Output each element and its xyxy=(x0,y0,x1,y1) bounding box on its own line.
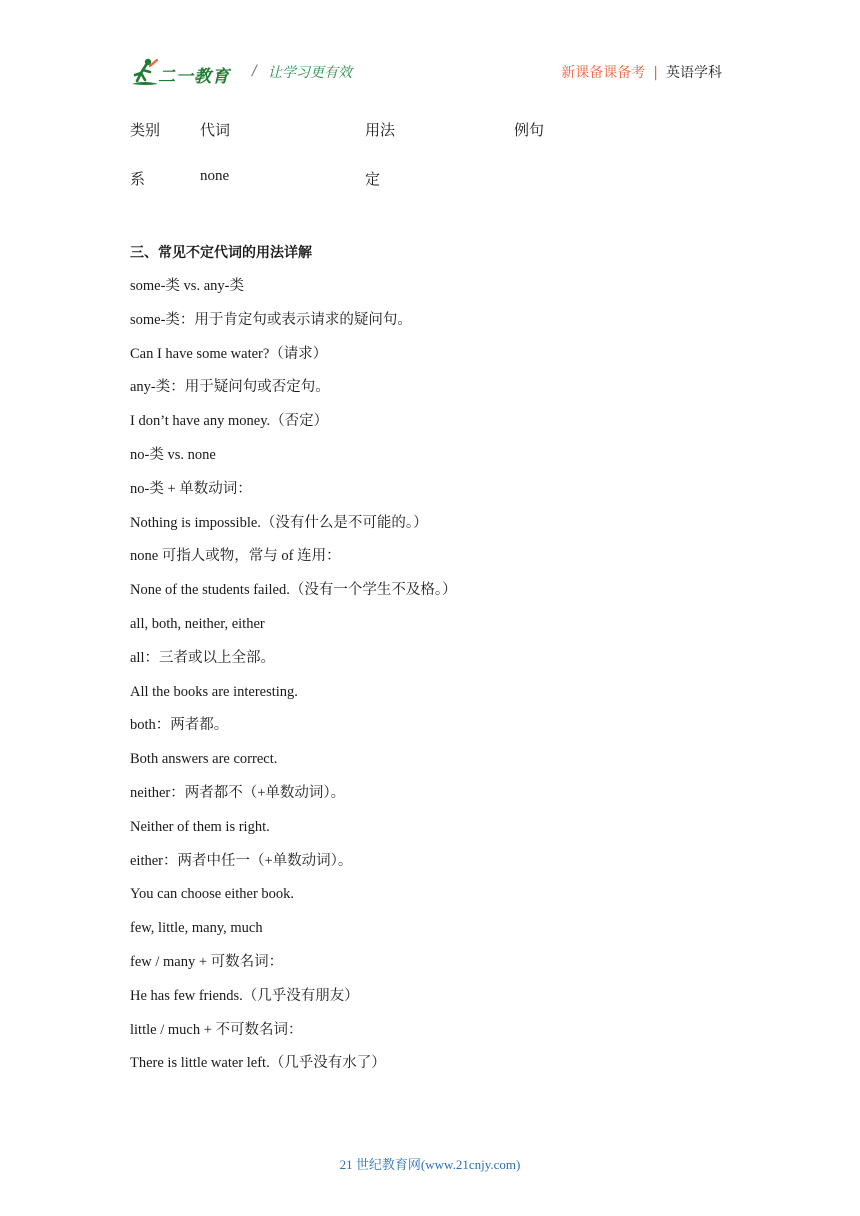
logo xyxy=(130,54,240,88)
header-subject-label: 英语学科 xyxy=(666,65,722,81)
text-line: Nothing is impossible.（没有什么是不可能的。） xyxy=(130,514,428,531)
text-line: some-类：用于肯定句或表示请求的疑问句。 xyxy=(130,311,412,328)
logo-text: 二一教育 xyxy=(158,67,230,87)
table-cell: 系 xyxy=(130,172,146,188)
header-slogan: 让学习更有效 xyxy=(268,65,352,81)
table-cell: none xyxy=(200,168,230,184)
text-line: All the books are interesting. xyxy=(130,683,298,700)
section-title: 三、常见不定代词的用法详解 xyxy=(130,245,312,261)
text-line: He has few friends.（几乎没有朋友） xyxy=(130,987,359,1004)
table-header-row xyxy=(130,119,730,139)
text-line: None of the students failed.（没有一个学生不及格。） xyxy=(130,582,457,599)
header-course-label: 新课备课备考 xyxy=(561,65,646,81)
text-line: neither：两者都不（+单数动词）。 xyxy=(130,784,346,801)
text-line: any-类：用于疑问句或否定句。 xyxy=(130,379,330,396)
text-line: none 可指人或物，常与 of 连用： xyxy=(130,548,341,565)
text-line: both：两者都。 xyxy=(130,717,229,734)
text-line: some-类 vs. any-类 xyxy=(130,278,244,294)
table-row xyxy=(130,168,730,188)
text-line: There is little water left.（几乎没有水了） xyxy=(130,1055,386,1072)
table-header-cell: 类别 xyxy=(130,123,161,139)
text-line: little / much + 不可数名词： xyxy=(130,1021,303,1038)
text-line: I don’t have any money.（否定） xyxy=(130,413,329,430)
text-line: either：两者中任一（+单数动词）。 xyxy=(130,852,353,869)
page-header xyxy=(130,54,726,90)
text-line: Neither of them is right. xyxy=(130,818,270,835)
table-header-cell: 用法 xyxy=(365,123,396,139)
page-footer: 21 世纪教育网(www.21cnjy.com) xyxy=(339,1157,521,1172)
text-line: few, little, many, much xyxy=(130,920,263,937)
header-subject xyxy=(561,62,722,82)
text-line: all：三者或以上全部。 xyxy=(130,649,275,666)
text-line: few / many + 可数名词： xyxy=(130,953,284,970)
section-body xyxy=(130,276,730,1087)
runner-logo-icon xyxy=(130,54,160,88)
table-header-cell: 例句 xyxy=(514,123,545,139)
table-header-cell: 代词 xyxy=(200,123,231,139)
text-line: no-类 vs. none xyxy=(130,446,216,463)
text-line: Both answers are correct. xyxy=(130,751,278,768)
text-line: Can I have some water?（请求） xyxy=(130,345,328,362)
table-cell: 定 xyxy=(365,172,381,188)
text-line: no-类 + 单数动词： xyxy=(130,480,252,497)
header-separator: | xyxy=(653,65,658,81)
text-line: all, both, neither, either xyxy=(130,615,265,632)
header-slash: / xyxy=(252,63,257,79)
text-line: You can choose either book. xyxy=(130,886,295,903)
